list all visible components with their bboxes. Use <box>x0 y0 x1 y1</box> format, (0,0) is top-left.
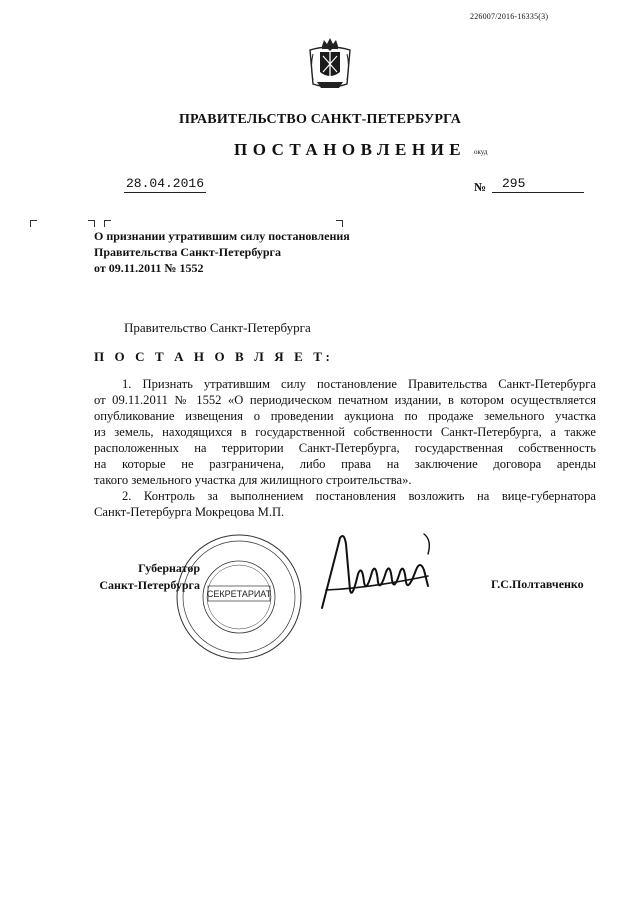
paragraph-1 <box>94 376 596 488</box>
corner-mark <box>88 220 95 227</box>
subject-line: О признании утратившим силу постановления <box>94 229 350 243</box>
subject-line: от 09.11.2011 № 1552 <box>94 261 204 275</box>
paragraph-line: такого земельного участка для жилищного строительства». <box>94 473 412 487</box>
official-seal-stamp <box>172 530 306 664</box>
corner-mark <box>30 220 37 227</box>
document-subject <box>94 228 350 276</box>
paragraph-line: 1. Признать утратившим силу постановление Правительства Санкт-Петербурга <box>122 377 596 391</box>
authority-title: ПРАВИТЕЛЬСТВО САНКТ-ПЕТЕРБУРГА <box>178 112 462 127</box>
number-sign: № <box>474 180 487 194</box>
signer-name: Г.С.Полтавченко <box>491 577 584 591</box>
paragraph-line: от 09.11.2011 № 1552 «О периодическом печатном издании, в котором осуществляется <box>94 393 596 407</box>
signer-role-line: Санкт-Петербурга <box>99 578 200 592</box>
signer-role <box>96 560 200 594</box>
document-type-title: ПОСТАНОВЛЕНИЕ <box>234 140 467 159</box>
paragraph-line: на которые не разграничена, либо права на заключение договора аренды <box>94 457 596 471</box>
paragraph-line: расположенных на территории Санкт-Петербурга, государственная собственность <box>94 441 596 455</box>
handwritten-signature <box>300 530 440 614</box>
signer-role-line: Губернатор <box>138 561 200 575</box>
paragraph-line: из земель, находящихся в государственной собственности Санкт-Петербурга, а также <box>94 425 596 439</box>
okud-label: окуд <box>474 148 488 156</box>
paragraph-2 <box>94 488 596 520</box>
document-date: 28.04.2016 <box>125 176 204 191</box>
stamp-center-text: СЕКРЕТАРИАТ <box>206 589 272 599</box>
corner-mark <box>104 220 111 227</box>
paragraph-line: Санкт-Петербурга Мокрецова М.П. <box>94 505 285 519</box>
decree-heading: П О С Т А Н О В Л Я Е Т: <box>94 349 334 364</box>
coat-of-arms-icon <box>307 36 353 90</box>
paragraph-line: опубликование извещения о проведении аукциона по продаже земельного участка <box>94 409 596 423</box>
subject-line: Правительства Санкт-Петербурга <box>94 245 282 259</box>
corner-mark <box>336 220 343 227</box>
document-registration-number: 226007/2016-16335(3) <box>470 12 549 21</box>
paragraph-line: 2. Контроль за выполнением постановления возложить на вице-губернатора <box>122 489 596 503</box>
document-number: 295 <box>492 176 584 193</box>
intro-line: Правительство Санкт-Петербурга <box>124 320 311 335</box>
